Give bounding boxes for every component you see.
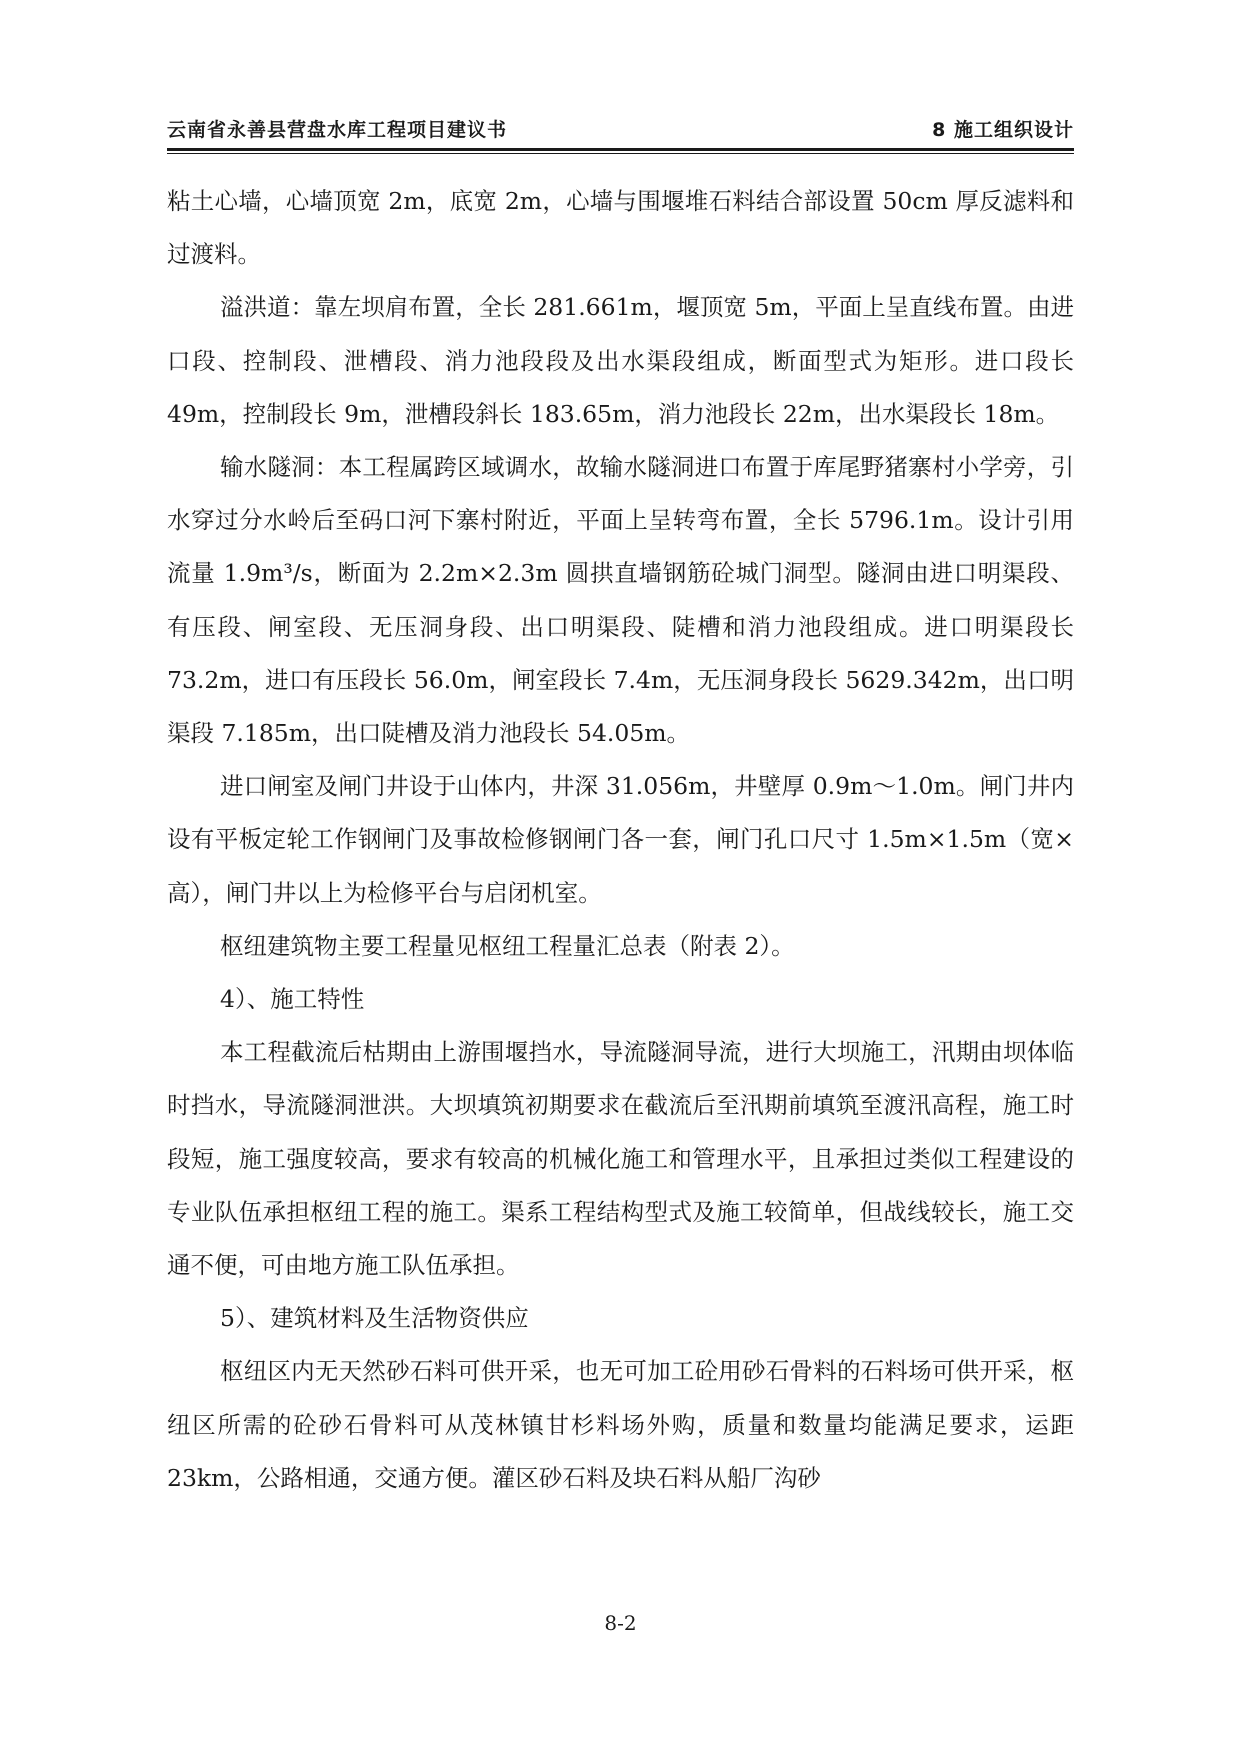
section-heading-construction-features: 4）、施工特性 <box>220 985 365 1014</box>
header-rule-thin <box>167 153 1074 154</box>
paragraph-continuation: 粘土心墙，心墙顶宽 2m，底宽 2m，心墙与围堰堆石料结合部设置 50cm 厚反滤料和过渡料。 <box>167 187 1074 269</box>
paragraph-tunnel: 输水隧洞：本工程属跨区域调水，故输水隧洞进口布置于库尾野猪寨村小学旁，引水穿过分水岭后至码口河下寨村附近，平面上呈转弯布置，全长 5796.1m。设计引用流量 1.9m³/s，断面为 2.2m×2.3m 圆拱直墙钢筋砼城门洞型。隧洞由进口明渠段、有压段、闸室段、无压洞身段、出口明渠段、陡槽和消力池段组成。进口明渠段长 73.2m，进口有压段长 56.0m，闸室段长 7.4m，无压洞身段长 5629.342m，出口明渠段 7.185m，出口陡槽及消力池段长 54.05m。 <box>167 453 1074 748</box>
body-text <box>167 175 1074 1505</box>
paragraph-gate-chamber: 进口闸室及闸门井设于山体内，井深 31.056m，井壁厚 0.9m～1.0m。闸门井内设有平板定轮工作钢闸门及事故检修钢闸门各一套，闸门孔口尺寸 1.5m×1.5m（宽×高），闸门井以上为检修平台与启闭机室。 <box>167 772 1074 907</box>
header-rule-thick <box>167 148 1074 151</box>
paragraph-quantities: 枢纽建筑物主要工程量见枢纽工程量汇总表（附表 2）。 <box>220 931 795 960</box>
document-title: 云南省永善县营盘水库工程项目建议书 <box>167 119 508 141</box>
section-heading-materials-supply: 5）、建筑材料及生活物资供应 <box>220 1304 529 1333</box>
paragraph-materials-supply: 枢纽区内无天然砂石料可供开采，也无可加工砼用砂石骨料的石料场可供开采，枢纽区所需的砼砂石骨料可从茂林镇甘杉料场外购，质量和数量均能满足要求，运距 23km，公路相通，交通方便。灌区砂石料及块石料从船厂沟砂 <box>167 1357 1074 1492</box>
page-number: 8-2 <box>604 1611 637 1635</box>
paragraph-construction-features: 本工程截流后枯期由上游围堰挡水，导流隧洞导流，进行大坝施工，汛期由坝体临时挡水，导流隧洞泄洪。大坝填筑初期要求在截流后至汛期前填筑至渡汛高程，施工时段短，施工强度较高，要求有较高的机械化施工和管理水平，且承担过类似工程建设的专业队伍承担枢纽工程的施工。渠系工程结构型式及施工较简单，但战线较长，施工交通不便，可由地方施工队伍承担。 <box>167 1038 1074 1280</box>
chapter-title: 8 施工组织设计 <box>932 119 1074 141</box>
page-header <box>167 118 1074 148</box>
paragraph-spillway: 溢洪道：靠左坝肩布置，全长 281.661m，堰顶宽 5m，平面上呈直线布置。由进口段、控制段、泄槽段、消力池段段及出水渠段组成，断面型式为矩形。进口段长 49m，控制段长 9m，泄槽段斜长 183.65m，消力池段长 22m，出水渠段长 18m。 <box>167 293 1074 428</box>
